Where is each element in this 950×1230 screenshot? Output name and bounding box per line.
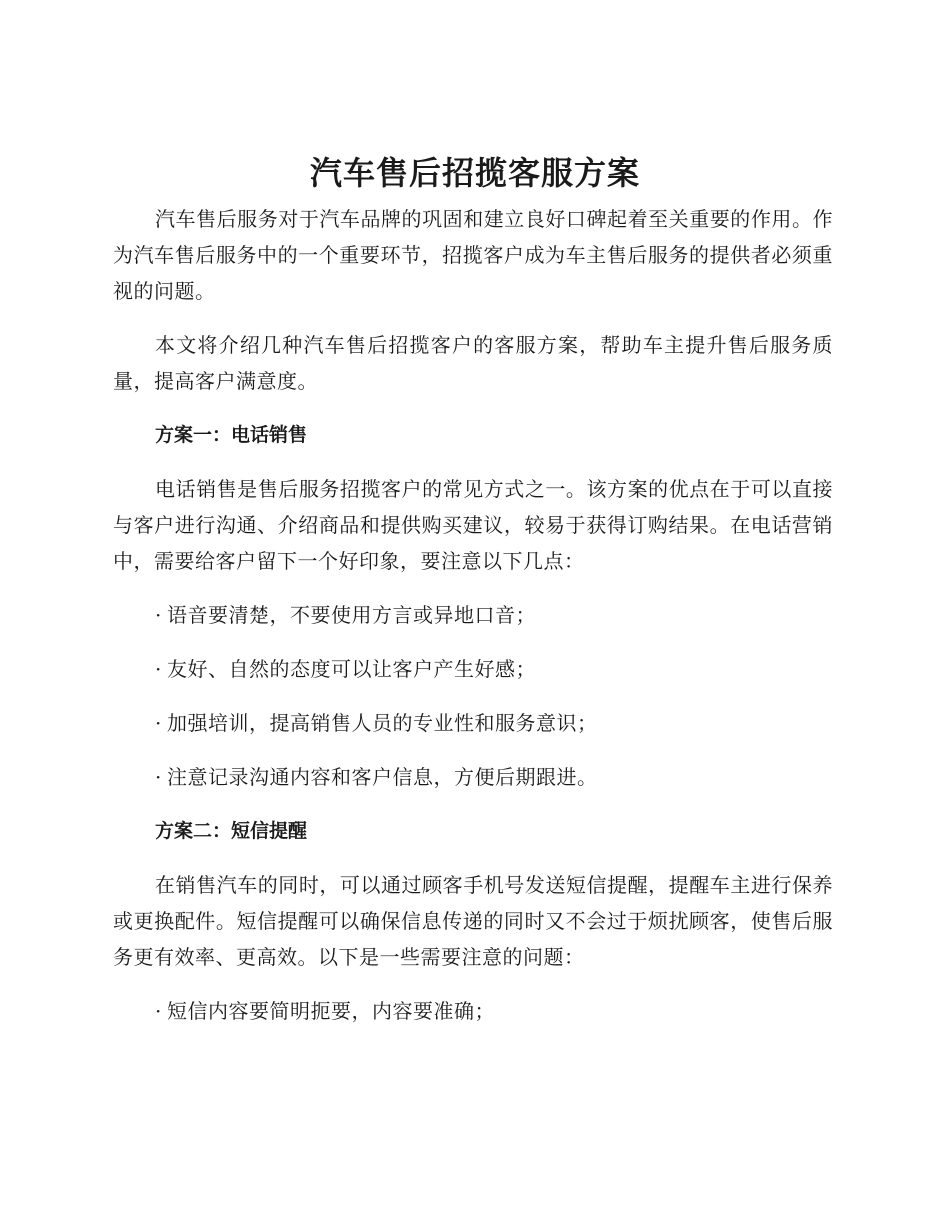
- list-item-text: 友好、自然的态度可以让客户产生好感；: [167, 657, 536, 681]
- list-item-text: 短信内容要简明扼要，内容要准确；: [167, 999, 495, 1023]
- section-1-heading: 方案一：电话销售: [155, 424, 308, 446]
- list-item: [113, 597, 833, 633]
- section-2-body: 在销售汽车的同时，可以通过顾客手机号发送短信提醒，提醒车主进行保养或更换配件。短信提醒可以确保信息传递的同时又不会过于烦扰顾客，使售后服务更有效率、更高效。以下是一些需要注意的问题：: [113, 873, 833, 969]
- section-1-body: 电话销售是售后服务招揽客户的常见方式之一。该方案的优点在于可以直接与客户进行沟通、介绍商品和提供购买建议，较易于获得订购结果。在电话营销中，需要给客户留下一个好印象，要注意以下几点：: [113, 477, 833, 573]
- intro-paragraph-1: 汽车售后服务对于汽车品牌的巩固和建立良好口碑起着至关重要的作用。作为汽车售后服务中的一个重要环节，招揽客户成为车主售后服务的提供者必须重视的问题。: [113, 207, 833, 303]
- bullet-marker: ·: [155, 603, 162, 627]
- document-title: 汽车售后招揽客服方案: [309, 154, 640, 192]
- list-item: [113, 705, 833, 741]
- list-item: [113, 651, 833, 687]
- bullet-marker: ·: [155, 711, 162, 735]
- section-2-heading: 方案二：短信提醒: [155, 820, 308, 842]
- bullet-marker: ·: [155, 999, 162, 1023]
- bullet-marker: ·: [155, 765, 162, 789]
- list-item: [113, 993, 833, 1029]
- document-body: [113, 201, 833, 1029]
- bullet-marker: ·: [155, 657, 162, 681]
- list-item-text: 加强培训，提高销售人员的专业性和服务意识；: [167, 711, 598, 735]
- intro-paragraph-2: 本文将介绍几种汽车售后招揽客户的客服方案，帮助车主提升售后服务质量，提高客户满意度。: [113, 333, 833, 393]
- list-item-text: 语音要清楚，不要使用方言或异地口音；: [167, 603, 536, 627]
- list-item: [113, 759, 833, 795]
- list-item-text: 注意记录沟通内容和客户信息，方便后期跟进。: [167, 765, 598, 789]
